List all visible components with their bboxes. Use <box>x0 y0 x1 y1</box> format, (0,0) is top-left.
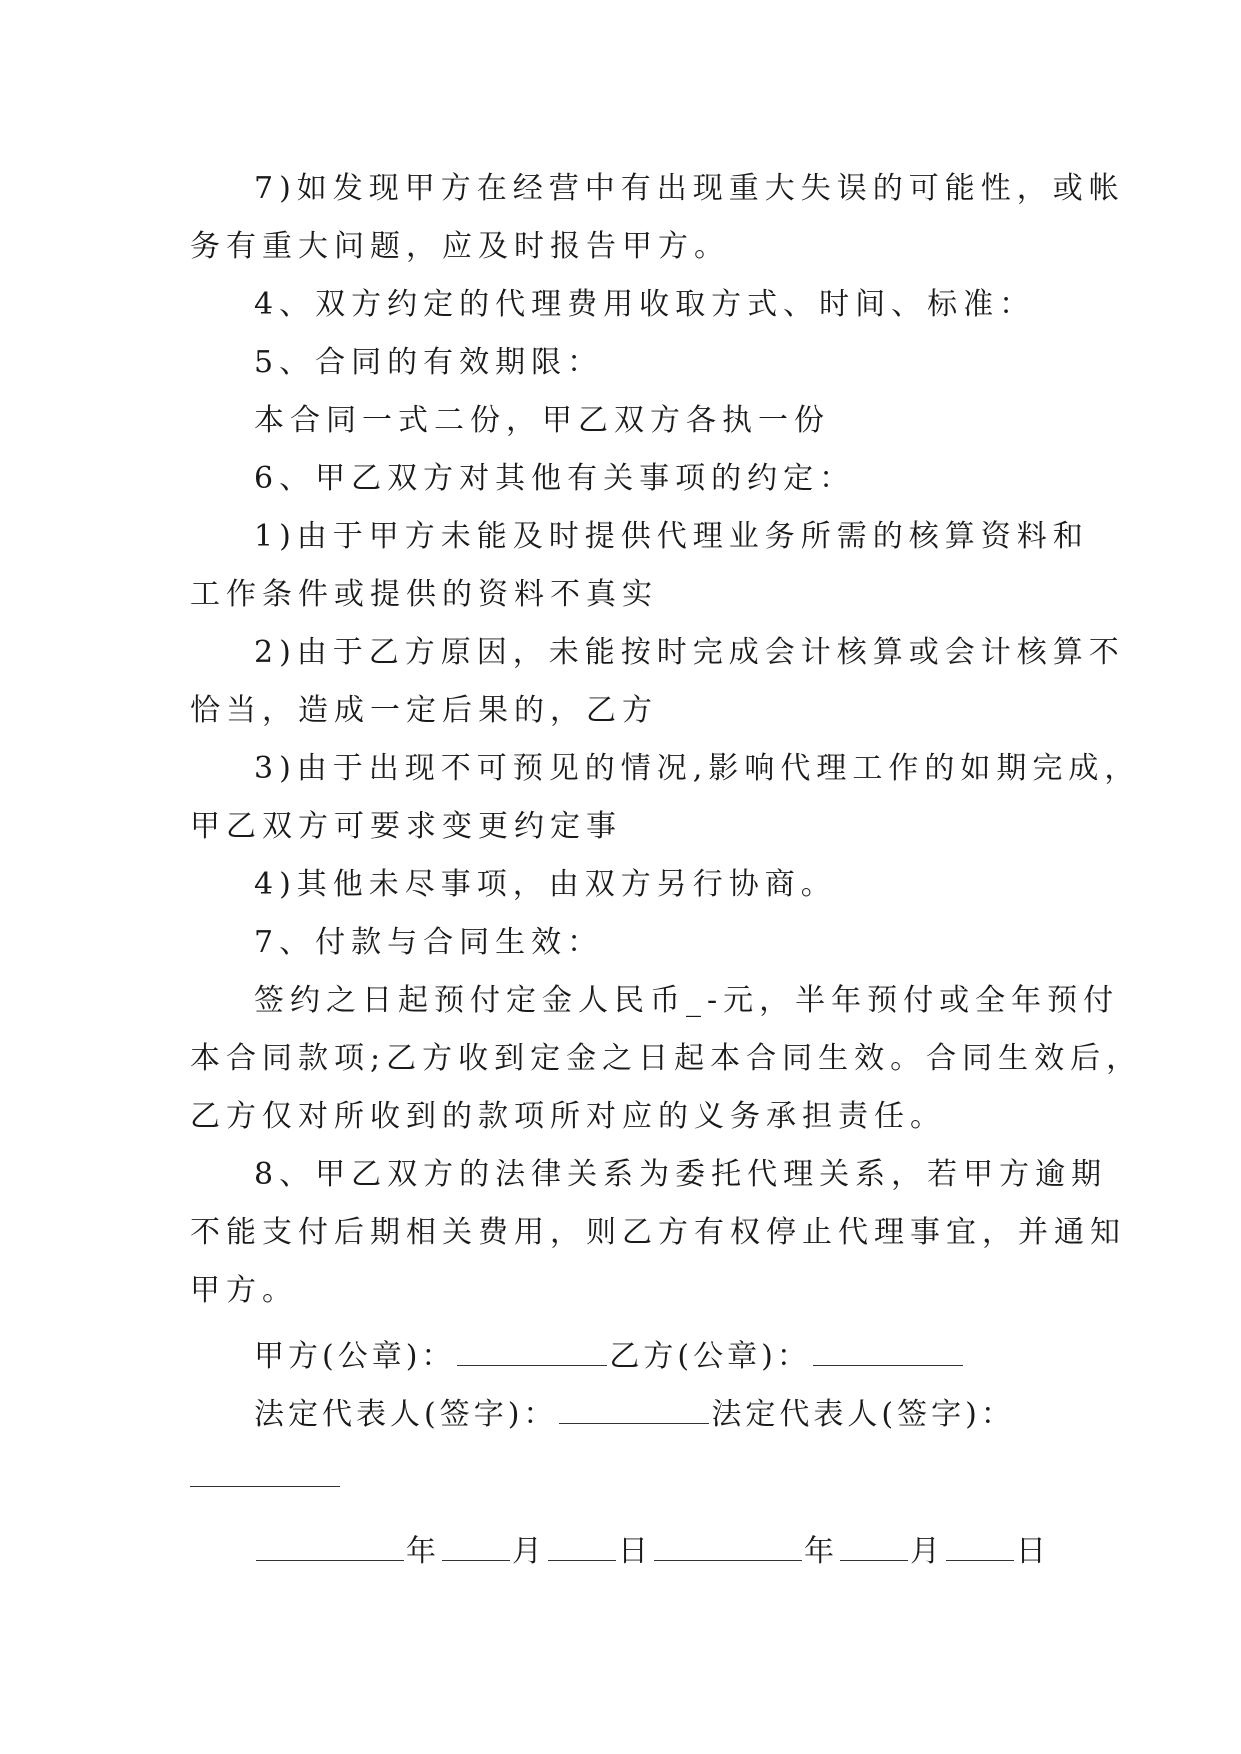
section-8-line-1: 8、甲乙双方的法律关系为委托代理关系，若甲方逾期 <box>254 1157 1108 1192</box>
section-6-item-1-line-1: 1)由于甲方未能及时提供代理业务所需的核算资料和 <box>254 519 1089 554</box>
section-7-body-line-3: 乙方仅对所收到的款项所对应的义务承担责任。 <box>190 1099 946 1134</box>
party-a-year-label: 年 <box>406 1534 440 1569</box>
section-6-heading: 6、甲乙双方对其他有关事项的约定： <box>254 461 856 496</box>
section-7-heading: 7、付款与合同生效： <box>254 925 604 960</box>
party-a-year-blank[interactable] <box>256 1526 404 1561</box>
party-a-rep-blank[interactable] <box>559 1389 709 1424</box>
party-b-seal-blank[interactable] <box>813 1331 963 1366</box>
party-b-year-label: 年 <box>804 1534 838 1569</box>
party-b-rep-label: 法定代表人(签字)： <box>711 1397 1015 1432</box>
section-8-line-2: 不能支付后期相关费用，则乙方有权停止代理事宜，并通知 <box>190 1215 1126 1250</box>
party-b-rep-blank[interactable] <box>190 1454 340 1487</box>
party-b-seal-label: 乙方(公章)： <box>609 1339 811 1374</box>
party-a-day-label: 日 <box>618 1534 652 1569</box>
party-a-month-blank[interactable] <box>442 1526 510 1561</box>
party-b-year-blank[interactable] <box>654 1526 802 1561</box>
section-6-item-2-line-2: 恰当，造成一定后果的，乙方 <box>190 693 658 728</box>
copies-statement: 本合同一式二份，甲乙双方各执一份 <box>254 403 830 438</box>
section-6-item-1-line-2: 工作条件或提供的资料不真实 <box>190 577 658 612</box>
party-a-seal-label: 甲方(公章)： <box>254 1339 456 1374</box>
clause-7-line-2: 务有重大问题，应及时报告甲方。 <box>190 229 730 264</box>
date-line <box>190 1523 1070 1581</box>
party-a-month-label: 月 <box>512 1534 546 1569</box>
party-b-month-label: 月 <box>910 1534 944 1569</box>
section-7-body-line-2: 本合同款项;乙方收到定金之日起本合同生效。合同生效后， <box>190 1041 1143 1076</box>
party-b-day-blank[interactable] <box>946 1526 1014 1561</box>
contract-page <box>190 160 1143 1581</box>
section-7-body-line-1: 签约之日起预付定金人民币_-元，半年预付或全年预付 <box>254 983 1120 1018</box>
representative-line <box>190 1386 1070 1444</box>
section-6-item-3-line-1: 3)由于出现不可预见的情况,影响代理工作的如期完成， <box>254 751 1141 786</box>
seal-line <box>190 1328 1070 1386</box>
section-6-item-4: 4)其他未尽事项，由双方另行协商。 <box>254 867 837 902</box>
party-a-seal-blank[interactable] <box>457 1331 607 1366</box>
party-b-month-blank[interactable] <box>840 1526 908 1561</box>
party-a-rep-label: 法定代表人(签字)： <box>254 1397 558 1432</box>
party-a-day-blank[interactable] <box>548 1526 616 1561</box>
party-b-day-label: 日 <box>1016 1534 1050 1569</box>
clause-7-line-1: 7)如发现甲方在经营中有出现重大失误的可能性，或帐 <box>254 171 1125 206</box>
section-4-heading: 4、双方约定的代理费用收取方式、时间、标准： <box>254 287 1036 322</box>
section-8-line-3: 甲方。 <box>190 1273 298 1308</box>
section-5-heading: 5、合同的有效期限： <box>254 345 604 380</box>
section-6-item-2-line-1: 2)由于乙方原因，未能按时完成会计核算或会计核算不 <box>254 635 1125 670</box>
section-6-item-3-line-2: 甲乙双方可要求变更约定事 <box>190 809 622 844</box>
